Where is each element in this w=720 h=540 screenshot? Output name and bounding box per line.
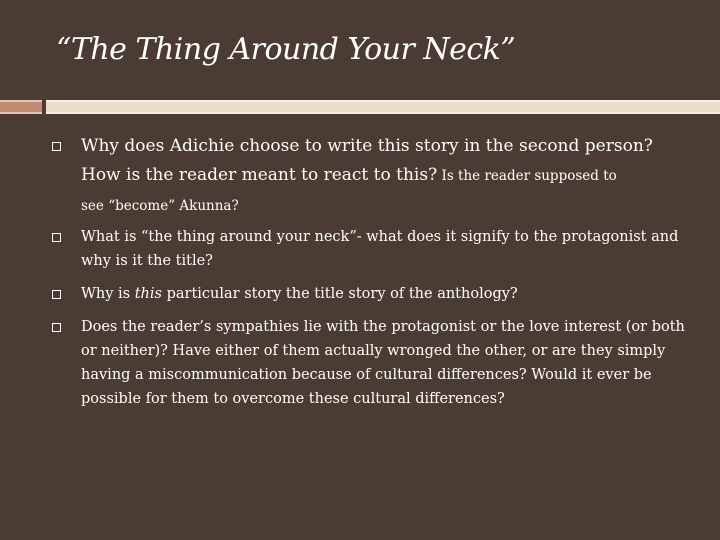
square-bullet-icon [52,142,61,151]
accent-bar-right [46,100,720,114]
bullet-item [52,132,700,221]
square-bullet-icon [52,323,61,332]
bullet-text-line3-small: see “become” Akunna? [81,198,239,214]
bullet-text-after: particular story the title story of the anthology? [161,286,518,302]
bullet-text-line1: Why does Adichie choose to write this story in the second person? [81,136,653,156]
bullet-item [52,315,700,411]
bullet-text-emphasis: this [134,286,162,302]
bullet-item [52,225,700,273]
slide-title: “The Thing Around Your Neck” [56,32,516,67]
bullet-item [52,282,700,306]
accent-bar-left [0,100,42,114]
bullet-text-line2: How is the reader meant to react to this? [81,165,438,185]
bullet-text-before: Why is [81,286,135,302]
bullet-text: What is “the thing around your neck”- what does it signify to the protagonist and why is it the title? [81,229,679,269]
bullet-text: Does the reader’s sympathies lie with the protagonist or the love interest (or both or neither)? Have either of them actually wronged the other, or are they simply having a miscommunication because of cultural differences? Would it ever be possible for them to overcome these cultural differences? [81,319,685,407]
bullet-list [52,132,700,420]
bullet-text-line2-small: Is the reader supposed to [437,168,617,184]
square-bullet-icon [52,233,61,242]
square-bullet-icon [52,290,61,299]
